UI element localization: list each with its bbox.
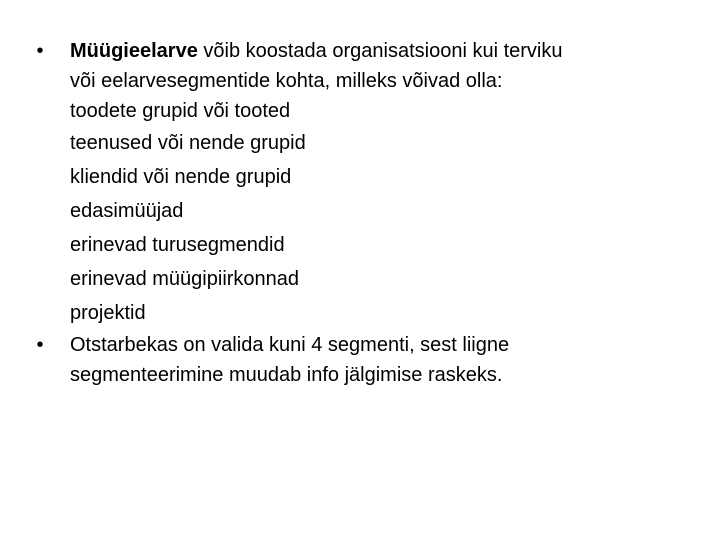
sub-item: erinevad turusegmendid bbox=[70, 234, 285, 256]
bullet-line bbox=[70, 36, 688, 66]
bullet-text: võib koostada organisatsiooni kui terviku bbox=[197, 40, 563, 62]
sub-item: projektid bbox=[70, 302, 146, 324]
slide-content bbox=[28, 36, 688, 390]
sub-item: edasimüüjad bbox=[70, 200, 184, 222]
sub-item: kliendid või nende grupid bbox=[70, 166, 292, 188]
bullet-marker: • bbox=[36, 40, 44, 62]
bullet-marker: • bbox=[36, 334, 44, 356]
sub-item: toodete grupid või tooted bbox=[70, 100, 291, 122]
bullet-line: segmenteerimine muudab info jälgimise raskeks. bbox=[70, 364, 503, 386]
sub-item: erinevad müügipiirkonnad bbox=[70, 268, 300, 290]
sub-item: teenused või nende grupid bbox=[70, 132, 306, 154]
bullet-line: või eelarvesegmentide kohta, milleks võivad olla: bbox=[70, 70, 503, 92]
bullet-line: Otstarbekas on valida kuni 4 segmenti, sest liigne bbox=[70, 334, 510, 356]
bullet-item-segments bbox=[28, 330, 688, 390]
bold-term: Müügieelarve bbox=[70, 40, 198, 62]
bullet-item-sales-budget bbox=[28, 36, 688, 330]
